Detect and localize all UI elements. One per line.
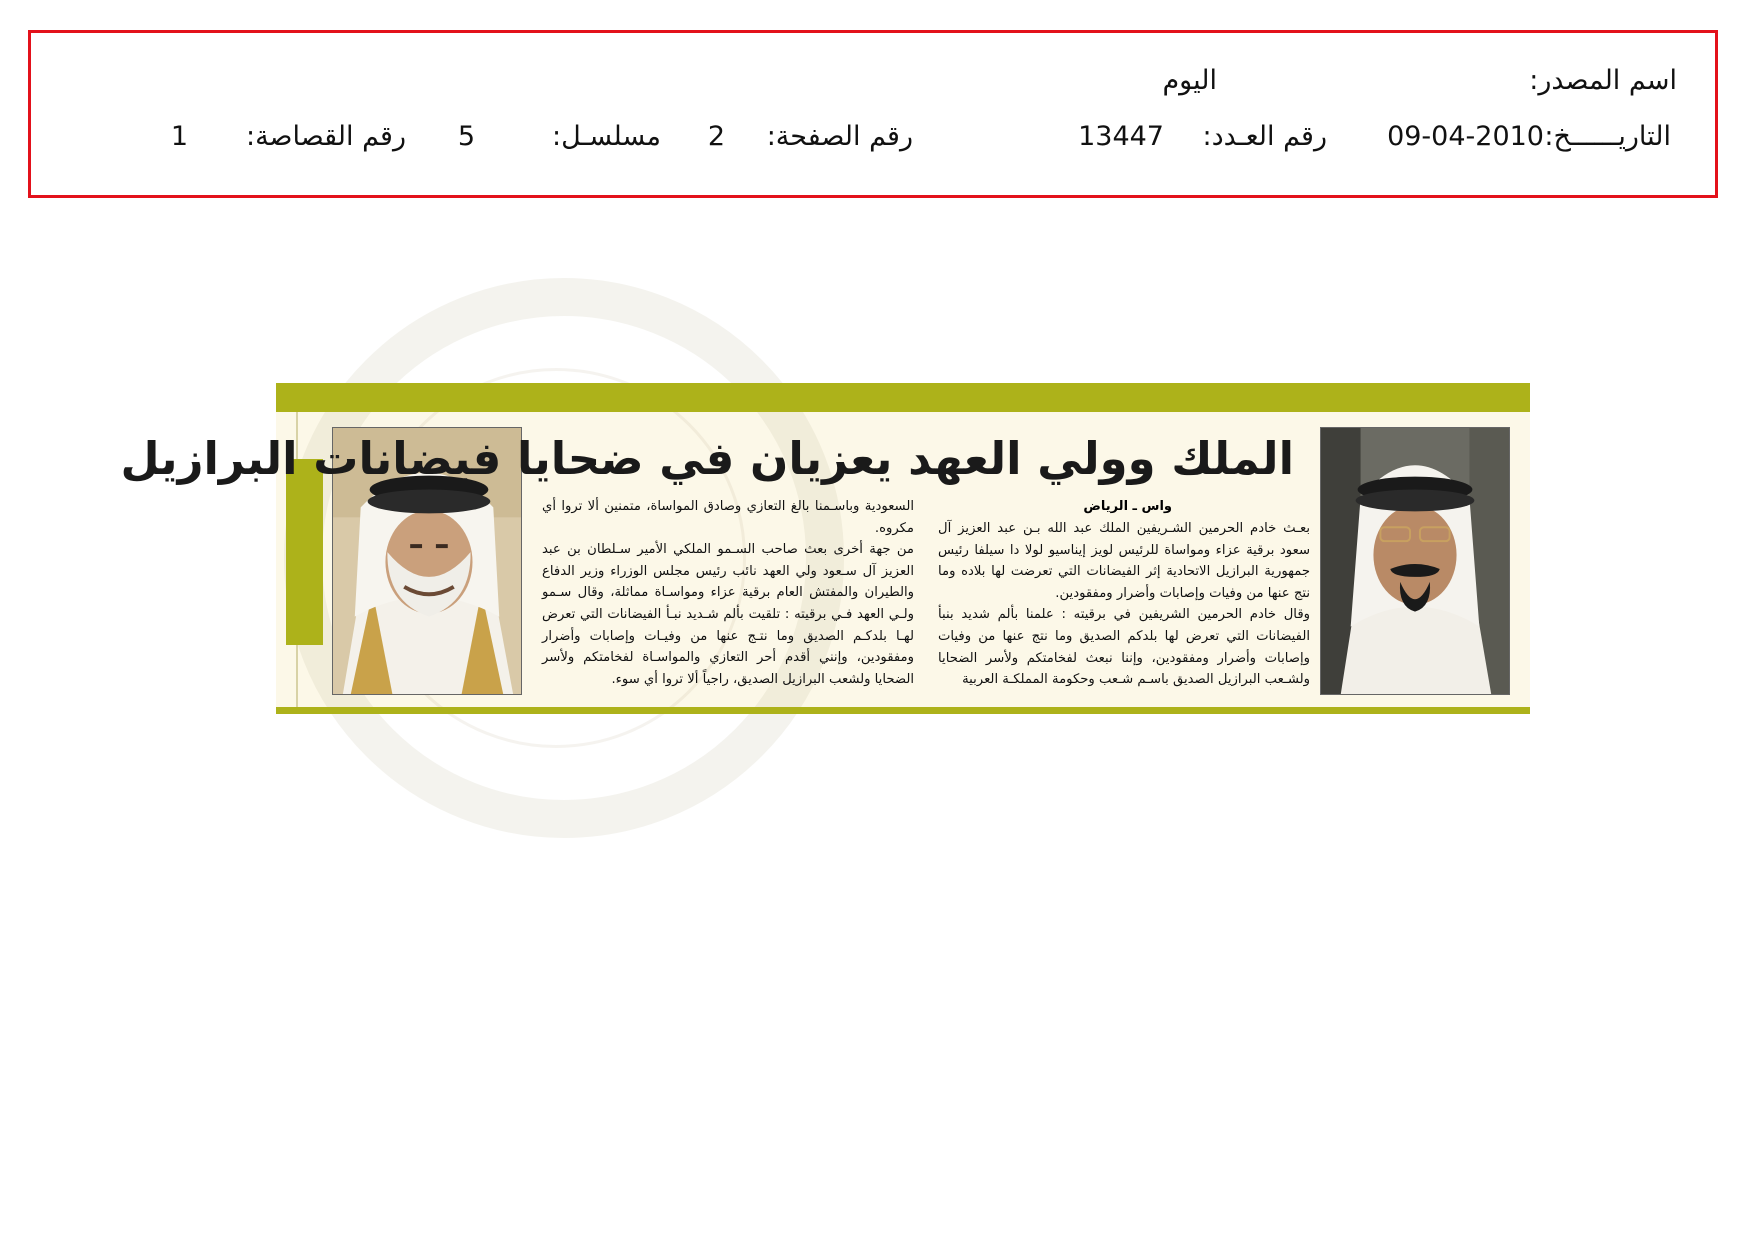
article-headline: الملك وولي العهد يعزيان في ضحايا فيضانات البرازيل [120,432,1294,485]
bottom-accent-band [276,707,1530,714]
paragraph: وقال خادم الحرمين الشريفين في برقيته : علمنا بألم شديد بنبأ الفيضانات التي تعرض لها بلدكم الصديق وما نتج عنها من وفيات وإصابات وأضرار ومفقودين، وإننا نبعث لفخامتكم ولأسر الضحايا ولشـعب البرازيل الصديق باسـم شـعب وحكومة المملكـة العربية [938,607,1310,688]
clip-value: 1 [170,121,188,152]
page-value: 2 [707,121,725,152]
right-text-column [938,518,1310,691]
source-value: اليوم [1162,65,1217,96]
source-label: اسم المصدر: [1529,65,1677,96]
clip-label: رقم القصاصة: [245,121,406,152]
serial-value: 5 [457,121,475,152]
issue-label: رقم العـدد: [1202,121,1327,152]
date-label: التاريــــــخ: [1544,121,1671,152]
king-photo [1320,427,1510,695]
top-accent-band [276,383,1530,412]
page-label: رقم الصفحة: [766,121,913,152]
serial-label: مسلسـل: [551,121,661,152]
article-byline: واس ـ الرياض [1083,499,1172,514]
paragraph: بعـث خادم الحرمين الشـريفين الملك عبد الله بـن عبد العزيز آل سعود برقية عزاء ومواساة للرئيس لويز إيناسيو لولا دا سيلفا رئيس جمهورية البرازيل الاتحادية إثر الفيضانات التي تعرضت لها بلاده وما نتج عنها من وفيات وإصابات وأضرار ومفقودين. [938,521,1310,601]
newspaper-clipping [120,383,1530,714]
issue-value: 13447 [1078,121,1164,152]
date-value: 09-04-2010 [1387,121,1544,152]
left-text-column [542,496,914,690]
metadata-box [28,30,1718,198]
paragraph: السعودية وباسـمنا بالغ التعازي وصادق المواساة، متمنين ألا تروا أي مكروه. [542,499,914,536]
paragraph: من جهة أخرى بعث صاحب السـمو الملكي الأمير سـلطان بن عبد العزيز آل سـعود ولي العهد نائب رئيس مجلس الوزراء وزير الدفاع والطيران والمفتش العام برقية عزاء ومواسـاة مماثلة، وقال سـمو ولـي العهد فـي برقيته : تلقيت بألم شـديد نبـأ الفيضانات التي تعرض لهـا بلدكـم الصديق وما نتـج عنها من وفيـات وإصابات وأضرار ومفقودين، وإنني أقدم أحر التعازي والمواسـاة لفخامتكم ولأسر الضحايا ولشعب البرازيل الصديق، راجياً ألا تروا أي سوء. [542,542,914,687]
